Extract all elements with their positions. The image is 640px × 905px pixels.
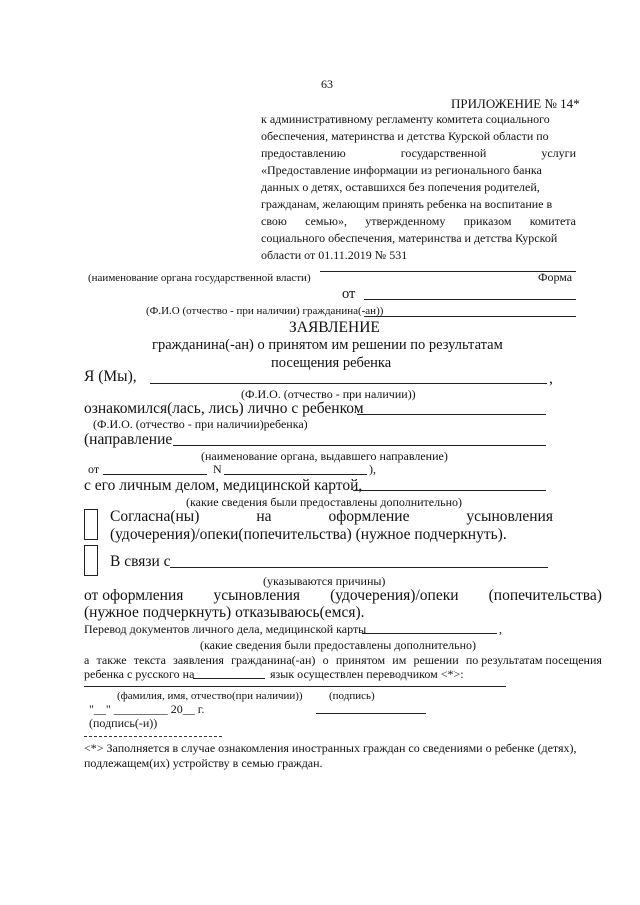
sign-caption: (подпись) <box>329 690 375 702</box>
regulation-line: к административному регламенту комитета социального <box>261 112 550 126</box>
reasons-caption: (указываются причины) <box>263 574 386 588</box>
regulation-line: «Предоставление информации из регионального банка <box>261 163 542 177</box>
because-label: В связи с <box>110 553 171 570</box>
referral-number-field[interactable] <box>224 474 367 475</box>
regulation-line: свою семью», утвержденному приказом комитета <box>261 214 576 228</box>
footnote-separator <box>84 736 222 737</box>
organ-caption: (наименование органа государственной власти) <box>88 272 311 284</box>
referral-date-field[interactable] <box>103 474 207 475</box>
comma: , <box>499 622 502 636</box>
child-caption: (Ф.И.О. (отчество - при наличии)ребенка) <box>93 417 308 431</box>
applicant-name-field[interactable] <box>364 299 576 300</box>
document-title: ЗАЯВЛЕНИЕ <box>289 319 380 336</box>
applicant-name-field-2[interactable] <box>364 316 576 317</box>
applicants-fio-field[interactable] <box>150 383 547 384</box>
regulation-line: обеспечения, материнства и детства Курской области по <box>261 129 549 143</box>
regulation-line: области от 01.11.2019 № 531 <box>261 248 408 262</box>
form-label: Форма <box>538 270 573 284</box>
extra-caption: (какие сведения были предоставлены дополнительно) <box>186 495 463 509</box>
refusal-checkbox[interactable] <box>84 545 98 576</box>
footnote-line: подлежащем(их) устройству в семью граждан. <box>84 756 323 770</box>
consent-checkbox[interactable] <box>84 509 98 540</box>
reasons-field[interactable] <box>170 567 548 568</box>
translation-text: а также текста заявления гражданина(-ан) о принятом им решении по результатам посещения <box>84 653 602 667</box>
appendix-title: ПРИЛОЖЕНИЕ № 14* <box>451 96 580 111</box>
number-label: N <box>213 462 222 476</box>
translation-text-2b: язык осуществлен переводчиком <*>: <box>270 667 464 681</box>
regulation-line: социального обеспечения, материнства и детства Курской <box>261 231 558 245</box>
footnote-line: <*> Заполняется в случае ознакомления иностранных граждан со сведениями о ребенке (детях), <box>84 741 577 755</box>
language-field[interactable] <box>193 678 265 679</box>
document-subtitle: посещения ребенка <box>271 355 392 371</box>
referral-organ-field[interactable] <box>173 445 546 446</box>
translator-field[interactable] <box>84 686 506 687</box>
translation-docs-field[interactable] <box>362 633 497 634</box>
acquainted-label: ознакомился(лась, лись) лично с ребенком <box>84 400 364 417</box>
regulation-line: предоставлению государственной услуги <box>261 146 576 160</box>
with-file-label: с его личным делом, медицинской картой, <box>84 477 363 494</box>
signature-field[interactable] <box>316 713 426 714</box>
fio-caption: (Ф.И.О (отчество - при наличии) гражданина(-ан)) <box>146 305 384 317</box>
date-field[interactable]: "__" _________ 20__ г. <box>89 702 205 716</box>
comma: , <box>549 370 553 387</box>
refusal-text: от оформления усыновления (удочерения)/опеки (попечительства) <box>84 587 602 604</box>
document-subtitle: гражданина(-ан) о принятом им решении по результатам <box>152 337 503 353</box>
consent-text: Согласна(ны) на оформление усыновления <box>110 508 553 525</box>
regulation-line: гражданам, желающим принять ребенка на воспитание в <box>261 197 553 211</box>
refusal-text-2: (нужное подчеркнуть) отказываюсь(емся). <box>84 604 365 621</box>
organ-name-field[interactable] <box>320 271 576 272</box>
i-we-label: Я (Мы), <box>84 368 137 385</box>
consent-text-2: (удочерения)/опеки(попечительства) (нужное подчеркнуть). <box>110 526 507 543</box>
close-paren: ), <box>369 462 376 476</box>
child-fio-field[interactable] <box>357 414 546 415</box>
signatures-caption: (подпись(-и)) <box>89 716 158 730</box>
translation-docs-label: Перевод документов личного дела, медицинской карты <box>84 622 367 636</box>
translation-extra-caption: (какие сведения были предоставлены дополнительно) <box>200 638 477 652</box>
from-label: от <box>342 286 356 302</box>
fio-caption: (Ф.И.О. (отчество - при наличии)) <box>241 387 416 401</box>
extra-info-field[interactable] <box>353 490 546 491</box>
translation-text-2a: ребенка с русского на <box>84 667 195 681</box>
referral-label: (направление <box>84 431 173 448</box>
page-number: 63 <box>321 77 333 91</box>
regulation-line: данных о детях, оставшихся без попечения родителей, <box>261 180 540 194</box>
referral-caption: (наименование органа, выдавшего направление) <box>201 449 448 463</box>
from-label: от <box>88 462 100 476</box>
name-caption: (фамилия, имя, отчество(при наличии)) <box>117 690 303 702</box>
